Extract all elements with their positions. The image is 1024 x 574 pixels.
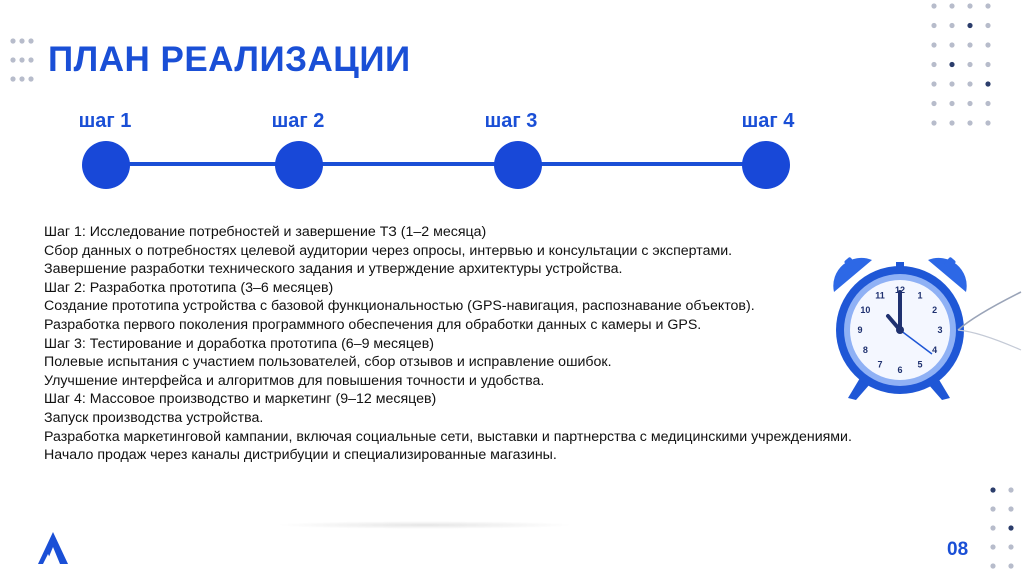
text-line: Полевые испытания с участием пользователей, сбор отзывов и исправление ошибок. [44, 354, 612, 371]
step-label-4: шаг 4 [741, 110, 795, 132]
dot [985, 3, 990, 8]
dot [949, 62, 954, 67]
dot [985, 42, 990, 47]
dot [949, 120, 954, 125]
dot-grid-left [10, 38, 36, 84]
dot [990, 563, 995, 568]
page-title: ПЛАН РЕАЛИЗАЦИИ [48, 40, 411, 79]
dot [1008, 544, 1013, 549]
dot [985, 23, 990, 28]
clock-number: 10 [860, 305, 871, 315]
text-line: Шаг 2: Разработка прототипа (3–6 месяцев) [44, 279, 334, 296]
clock-number: 1 [917, 290, 923, 301]
dot-grid-bottom-right [988, 485, 1024, 574]
dot [985, 62, 990, 67]
dot [1008, 487, 1013, 492]
clock-number: 3 [937, 325, 943, 335]
dot [931, 23, 936, 28]
dot [931, 120, 936, 125]
dot [1008, 563, 1013, 568]
text-line: Разработка маркетинговой кампании, включая социальные сети, выставки и партнерства с медицинскими учреждениями. [44, 428, 852, 445]
timeline-line [107, 162, 767, 166]
text-line: Разработка первого поколения программного обеспечения для обработки данных с камеры и GPS. [44, 316, 702, 333]
text-line: Запуск производства устройства. [44, 409, 264, 426]
dot [990, 487, 995, 492]
dot [990, 544, 995, 549]
triangle-logo-icon [36, 530, 70, 566]
clock-number: 5 [917, 359, 923, 370]
text-line: Шаг 4: Массовое производство и маркетинг (9–12 месяцев) [44, 391, 437, 408]
timeline-node-3 [494, 141, 542, 189]
clock-number: 2 [932, 305, 938, 315]
text-line: Шаг 3: Тестирование и доработка прототипа (6–9 месяцев) [44, 335, 434, 352]
clock-number: 12 [894, 285, 906, 295]
page-number: 08 [947, 539, 969, 560]
text-line: Сбор данных о потребностях целевой аудитории через опросы, интервью и консультации с экспертами. [44, 242, 733, 259]
dot [931, 101, 936, 106]
dot [967, 42, 972, 47]
dot [931, 81, 936, 86]
clock-number: 11 [875, 290, 885, 301]
timeline-node-1 [82, 141, 130, 189]
dot [985, 120, 990, 125]
dot-grid-top-right [924, 0, 1024, 140]
dot [967, 23, 972, 28]
dot [990, 525, 995, 530]
dot [967, 120, 972, 125]
clock-number: 7 [877, 359, 883, 370]
text-line: Улучшение интерфейса и алгоритмов для повышения точности и удобства. [44, 372, 545, 389]
dot [949, 42, 954, 47]
dot [1008, 525, 1013, 530]
dot [931, 62, 936, 67]
dot [985, 101, 990, 106]
text-line: Завершение разработки технического задания и утверждение архитектуры устройства. [44, 261, 623, 278]
text-line: Шаг 1: Исследование потребностей и завершение ТЗ (1–2 месяца) [44, 224, 487, 240]
dot [949, 101, 954, 106]
divider-shadow [275, 521, 575, 529]
timeline-node-4 [742, 141, 790, 189]
dot [931, 3, 936, 8]
dot [967, 3, 972, 8]
step-label-1: шаг 1 [78, 110, 132, 132]
dot [967, 81, 972, 86]
text-line: Начало продаж через каналы дистрибуции и специализированные магазины. [44, 447, 557, 464]
clock-number: 8 [862, 345, 868, 355]
dot [1008, 506, 1013, 511]
dot [990, 506, 995, 511]
motion-lines [955, 290, 1024, 370]
clock-number: 4 [932, 345, 938, 355]
timeline-node-2 [275, 141, 323, 189]
dot [967, 101, 972, 106]
dot [985, 81, 990, 86]
step-label-3: шаг 3 [484, 110, 538, 132]
clock-number: 6 [897, 365, 903, 375]
dot [949, 81, 954, 86]
dot [931, 42, 936, 47]
dot [949, 3, 954, 8]
dot [949, 23, 954, 28]
text-line: Создание прототипа устройства с базовой функциональностью (GPS-навигация, распознавание объектов). [44, 298, 755, 315]
clock-number: 9 [857, 325, 863, 335]
dot [967, 62, 972, 67]
step-label-2: шаг 2 [271, 110, 325, 132]
